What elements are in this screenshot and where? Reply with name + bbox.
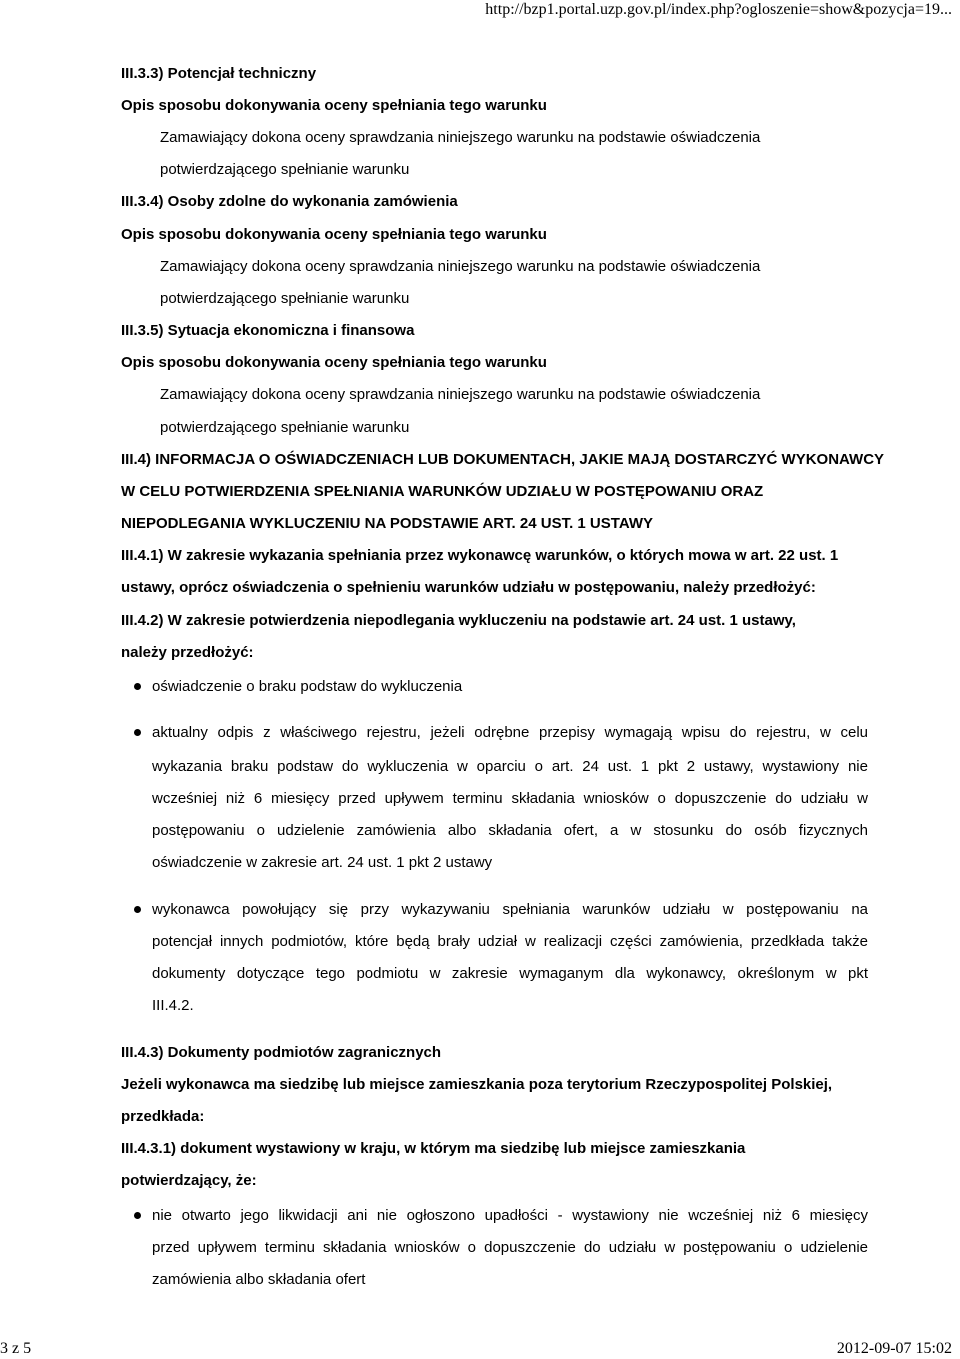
assessment-heading: Opis sposobu dokonywania oceny spełniania tego warunku [121, 97, 547, 114]
section-heading: NIEPODLEGANIA WYKLUCZENIU NA PODSTAWIE ART. 24 UST. 1 USTAWY [121, 515, 653, 532]
assessment-text: potwierdzającego spełnianie warunku [160, 290, 410, 307]
list-item: potencjał innych podmiotów, które będą brały udział w realizacji części zamówienia, przedkłada także [152, 933, 868, 950]
bullet-icon [134, 729, 141, 736]
subsection-title: potwierdzający, że: [121, 1172, 257, 1189]
list-item: nie otwarto jego likwidacji ani nie ogłoszono upadłości - wystawiony nie wcześniej niż 6 miesięcy [152, 1207, 868, 1224]
subsection-title: III.4.2) W zakresie potwierdzenia niepodlegania wykluczeniu na podstawie art. 24 ust. 1 ustawy, [121, 612, 796, 629]
list-item: wykazania braku podstaw do wykluczenia w oparciu o art. 24 ust. 1 pkt 2 ustawy, wystawiony nie [152, 758, 868, 775]
list-item: wykonawca powołujący się przy wykazywaniu spełniania warunków udziału w postępowaniu na [152, 901, 868, 918]
list-item: zamówienia albo składania ofert [152, 1271, 366, 1288]
subsection-title: III.4.3) Dokumenty podmiotów zagranicznych [121, 1044, 442, 1061]
section-title: III.3.3) Potencjał techniczny [121, 65, 317, 82]
assessment-heading: Opis sposobu dokonywania oceny spełniania tego warunku [121, 354, 547, 371]
section-title: III.3.5) Sytuacja ekonomiczna i finansowa [121, 322, 415, 339]
assessment-text: potwierdzającego spełnianie warunku [160, 161, 410, 178]
subsection-title: należy przedłożyć: [121, 644, 254, 661]
subsection-text: Jeżeli wykonawca ma siedzibę lub miejsce zamieszkania poza terytorium Rzeczypospolitej Polskiej, [121, 1076, 833, 1093]
subsection-text: przedkłada: [121, 1108, 205, 1125]
subsection-title: III.4.3.1) dokument wystawiony w kraju, w którym ma siedzibę lub miejsce zamieszkania [121, 1140, 746, 1157]
list-item: III.4.2. [152, 997, 194, 1014]
list-item: postępowaniu o udzielenie zamówienia albo składania ofert, a w stosunku do osób fizycznych [152, 822, 868, 839]
subsection-title: ustawy, oprócz oświadczenia o spełnieniu warunków udziału w postępowaniu, należy przedłożyć: [121, 579, 816, 596]
assessment-text: potwierdzającego spełnianie warunku [160, 419, 410, 436]
bullet-icon [134, 906, 141, 913]
source-url: http://bzp1.portal.uzp.gov.pl/index.php?ogloszenie=show&pozycja=19... [485, 1, 952, 18]
list-item: aktualny odpis z właściwego rejestru, jeżeli odrębne przepisy wymagają wpisu do rejestru, w celu [152, 724, 868, 741]
section-heading: III.4) INFORMACJA O OŚWIADCZENIACH LUB DOKUMENTACH, JAKIE MAJĄ DOSTARCZYĆ WYKONAWCY [121, 451, 885, 468]
list-item: dokumenty dotyczące tego podmiotu w zakresie wymaganym dla wykonawcy, określonym w pkt [152, 965, 868, 982]
assessment-text: Zamawiający dokona oceny sprawdzania niniejszego warunku na podstawie oświadczenia [160, 129, 761, 146]
subsection-title: III.4.1) W zakresie wykazania spełniania przez wykonawcę warunków, o których mowa w art. 22 ust. 1 [121, 547, 839, 564]
bullet-icon [134, 683, 141, 690]
print-timestamp: 2012-09-07 15:02 [836, 1340, 952, 1357]
list-item: wcześniej niż 6 miesięcy przed upływem terminu składania wniosków o dopuszczenie do udziału w [152, 790, 868, 807]
assessment-heading: Opis sposobu dokonywania oceny spełniania tego warunku [121, 226, 547, 243]
list-item: oświadczenie o braku podstaw do wykluczenia [152, 678, 463, 695]
section-heading: W CELU POTWIERDZENIA SPEŁNIANIA WARUNKÓW UDZIAŁU W POSTĘPOWANIU ORAZ [121, 483, 764, 500]
list-item: przed upływem terminu składania wniosków o dopuszczenie do udziału w postępowaniu o udzielenie [152, 1239, 868, 1256]
assessment-text: Zamawiający dokona oceny sprawdzania niniejszego warunku na podstawie oświadczenia [160, 258, 761, 275]
list-item: oświadczenie w zakresie art. 24 ust. 1 pkt 2 ustawy [152, 854, 493, 871]
assessment-text: Zamawiający dokona oceny sprawdzania niniejszego warunku na podstawie oświadczenia [160, 386, 761, 403]
bullet-icon [134, 1212, 141, 1219]
page-number: 3 z 5 [0, 1340, 32, 1357]
section-title: III.3.4) Osoby zdolne do wykonania zamówienia [121, 193, 458, 210]
